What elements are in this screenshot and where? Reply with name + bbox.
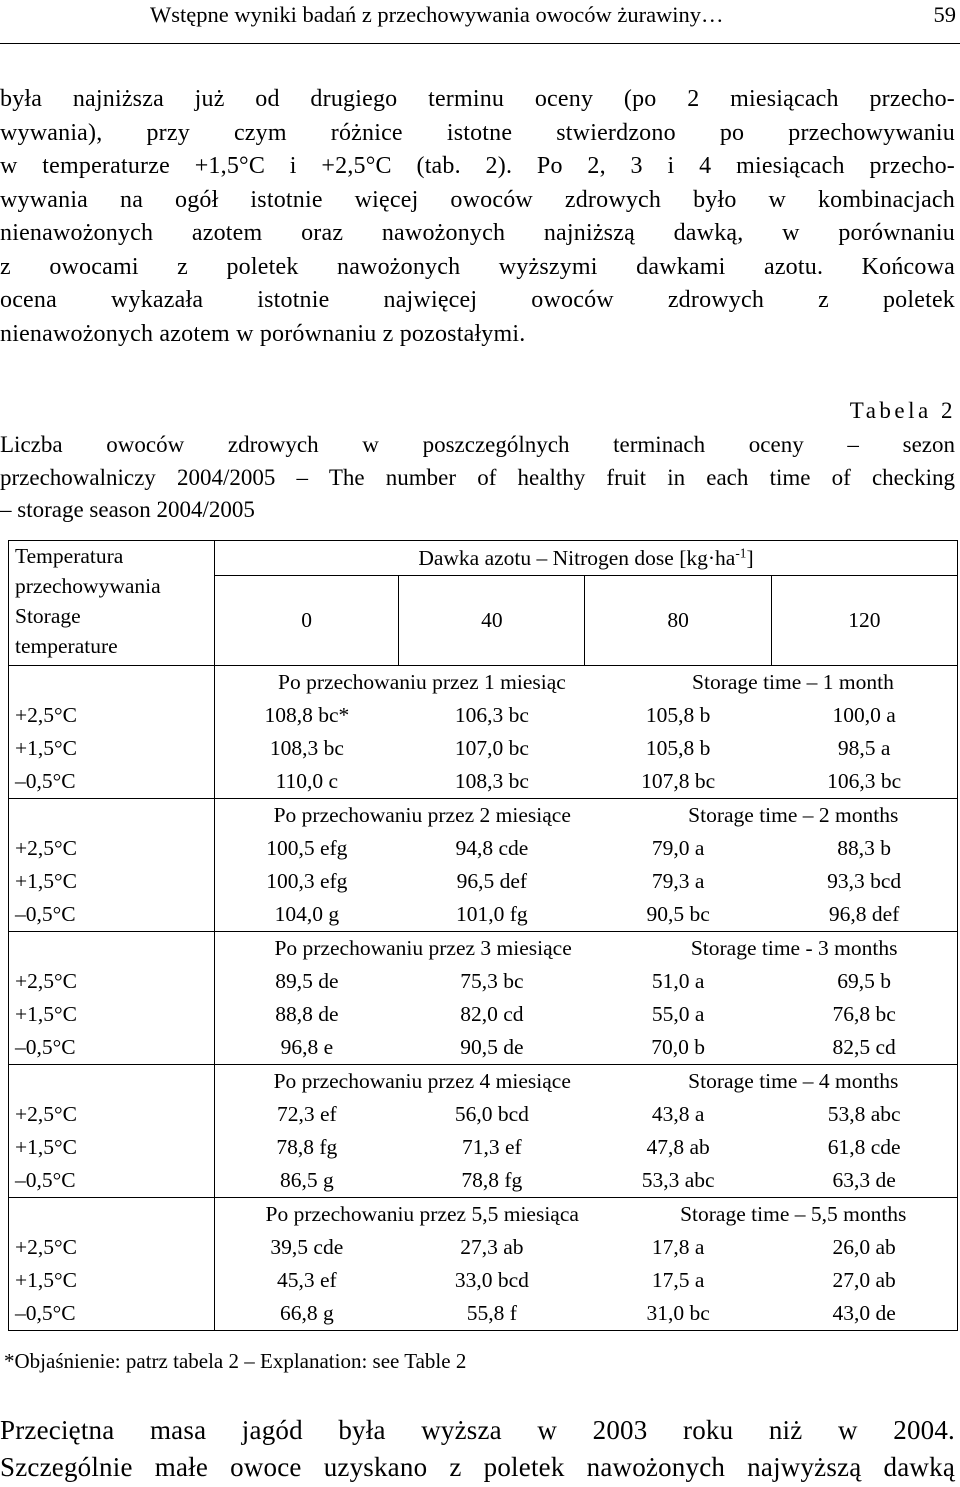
period-header-row	[9, 799, 958, 833]
period-header	[214, 1065, 957, 1099]
period-label-pl: Po przechowaniu przez 2 miesiące	[273, 803, 571, 827]
value-cell: 101,0 fg	[456, 902, 528, 926]
caption-line: Liczba owoców zdrowych w poszczególnych terminach oceny – sezon	[0, 432, 955, 457]
value-cell: 39,5 cde	[270, 1235, 344, 1259]
header-dose	[214, 541, 957, 576]
value-cell: 26,0 ab	[771, 1231, 957, 1264]
temperature-cell: +1,5°C	[9, 1264, 215, 1297]
value-cell: 108,3 bc	[454, 769, 529, 793]
value-cell: 63,3 de	[771, 1164, 957, 1198]
dose-header: 0	[214, 576, 398, 666]
value-cell: 107,0 bc	[454, 736, 529, 760]
table-row	[9, 1031, 958, 1065]
value-cell: 17,5 a	[651, 1268, 705, 1292]
temperature-cell: –0,5°C	[9, 1297, 215, 1331]
temperature-cell: –0,5°C	[9, 1031, 215, 1065]
value-cell: 66,8 g	[214, 1297, 398, 1331]
period-header-row	[9, 1065, 958, 1099]
value-cell: 53,3 abc	[641, 1168, 715, 1192]
temperature-cell: +1,5°C	[9, 1131, 215, 1164]
body-paragraph-top	[0, 83, 955, 351]
header-temp-line: przechowywania	[15, 574, 161, 598]
period-header-labels	[215, 1198, 957, 1231]
value-cell: 107,8 bc	[641, 769, 716, 793]
text-line: wywania), przy czym różnice istotne stwierdzono po przechowywaniu	[0, 119, 955, 146]
running-title: Wstępne wyniki badań z przechowywania owoców żurawiny…	[150, 2, 724, 27]
period-label-en: Storage time – 5,5 months	[680, 1202, 907, 1226]
value-cell: 43,8 a	[651, 1102, 705, 1126]
value-cell: 100,5 efg	[266, 836, 348, 860]
value-cell: 106,3 bc	[454, 703, 529, 727]
temperature-cell: –0,5°C	[9, 765, 215, 799]
value-cell: 100,0 a	[771, 699, 957, 732]
temperature-cell: +2,5°C	[9, 1098, 215, 1131]
period-header-labels	[215, 932, 957, 965]
text-line: nienawożonych azotem w porównaniu z pozostałymi.	[0, 320, 526, 347]
period-header	[214, 1198, 957, 1232]
period-label-en: Storage time – 2 months	[688, 803, 899, 827]
period-header-row	[9, 1198, 958, 1232]
value-cell: 93,3 bcd	[771, 865, 957, 898]
temperature-cell: –0,5°C	[9, 1164, 215, 1198]
period-header-blank	[9, 1198, 215, 1232]
table-label: Tabela 2	[849, 398, 956, 423]
value-cell: 33,0 bcd	[454, 1268, 529, 1292]
temperature-cell: +2,5°C	[9, 965, 215, 998]
value-cell: 108,8 bc*	[264, 703, 350, 727]
value-cell: 110,0 c	[275, 769, 339, 793]
value-cell: 56,0 bcd	[454, 1102, 529, 1126]
value-cell: 61,8 cde	[771, 1131, 957, 1164]
period-label-pl: Po przechowaniu przez 4 miesiące	[273, 1069, 571, 1093]
period-header-row	[9, 666, 958, 700]
value-cell: 100,3 efg	[266, 869, 348, 893]
text-line: Szczególnie małe owoce uzyskano z poletek nawożonych najwyższą dawką	[0, 1452, 955, 1482]
value-cell: 98,5 a	[771, 732, 957, 765]
text-line: była najniższa już od drugiego terminu oceny (po 2 miesiącach przecho-	[0, 86, 955, 112]
table-row	[9, 1264, 958, 1297]
value-cell: 27,3 ab	[460, 1235, 524, 1259]
table-row	[9, 1231, 958, 1264]
text-line: z owocami z poletek nawożonych wyższymi dawkami azotu. Końcowa	[0, 253, 955, 280]
period-header	[214, 666, 957, 700]
period-header-labels	[215, 799, 957, 832]
table-row	[9, 765, 958, 799]
value-cell: 55,0 a	[651, 1002, 705, 1026]
temperature-cell: +1,5°C	[9, 732, 215, 765]
body-paragraph-bottom	[0, 1412, 955, 1486]
running-header	[0, 0, 960, 44]
table-row	[9, 865, 958, 898]
text-line: wywania na ogół istotnie więcej owoców zdrowych było w kombinacjach	[0, 186, 955, 213]
period-header-labels	[215, 1065, 957, 1098]
value-cell: 31,0 bc	[585, 1297, 771, 1331]
value-cell: 105,8 b	[645, 703, 711, 727]
period-header-labels	[215, 666, 957, 699]
text-line: Przeciętna masa jagód była wyższa w 2003 roku niż w 2004.	[0, 1415, 955, 1445]
value-cell: 55,8 f	[399, 1297, 585, 1331]
caption-line: przechowalniczy 2004/2005 – The number of healthy fruit in each time of checking	[0, 464, 955, 490]
value-cell: 90,5 bc	[646, 902, 710, 926]
page-number: 59	[933, 2, 956, 27]
text-line: w temperaturze +1,5°C i +2,5°C (tab. 2). Po 2, 3 i 4 miesiącach przecho-	[0, 153, 955, 179]
value-cell: 71,3 ef	[462, 1135, 522, 1159]
table-row	[9, 832, 958, 865]
table-row	[9, 699, 958, 732]
header-temp-line: temperature	[15, 634, 118, 658]
period-header-blank	[9, 932, 215, 966]
value-cell: 88,3 b	[771, 832, 957, 865]
value-cell: 96,8 e	[280, 1035, 334, 1059]
period-label-pl: Po przechowaniu przez 1 miesiąc	[278, 670, 566, 694]
value-cell: 106,3 bc	[771, 765, 957, 799]
value-cell: 94,8 cde	[455, 836, 529, 860]
value-cell: 78,8 fg	[461, 1168, 523, 1192]
header-temperature	[9, 541, 215, 666]
temperature-cell: –0,5°C	[9, 898, 215, 932]
table-row	[9, 965, 958, 998]
period-label-en: Storage time - 3 months	[690, 936, 898, 960]
period-label-pl: Po przechowaniu przez 5,5 miesiąca	[265, 1202, 579, 1226]
value-cell: 51,0 a	[651, 969, 705, 993]
value-cell: 89,5 de	[275, 969, 339, 993]
temperature-cell: +1,5°C	[9, 865, 215, 898]
value-cell: 69,5 b	[771, 965, 957, 998]
period-label-pl: Po przechowaniu przez 3 miesiące	[274, 936, 572, 960]
text-line: nienawożonych azotem oraz nawożonych najniższą dawką, w porównaniu	[0, 220, 955, 246]
header-temp-line: Temperatura	[15, 544, 124, 568]
table-caption	[0, 429, 955, 527]
dose-header: 40	[399, 576, 585, 666]
value-cell: 53,8 abc	[771, 1098, 957, 1131]
value-cell: 79,0 a	[651, 836, 705, 860]
table-footnote: *Objaśnienie: patrz tabela 2 – Explanation: see Table 2	[4, 1349, 467, 1373]
value-cell: 76,8 bc	[771, 998, 957, 1031]
value-cell: 82,0 cd	[460, 1002, 524, 1026]
value-cell: 90,5 de	[460, 1035, 524, 1059]
value-cell: 72,3 ef	[276, 1102, 337, 1126]
value-cell: 45,3 ef	[276, 1268, 337, 1292]
temperature-cell: +1,5°C	[9, 998, 215, 1031]
value-cell: 79,3 a	[651, 869, 705, 893]
table-row	[9, 1131, 958, 1164]
table-row	[9, 998, 958, 1031]
period-header-blank	[9, 666, 215, 700]
table-row	[9, 898, 958, 932]
dose-header: 80	[585, 576, 771, 666]
period-label-en: Storage time – 1 month	[692, 670, 894, 694]
period-label-en: Storage time – 4 months	[688, 1069, 899, 1093]
period-header	[214, 932, 957, 966]
header-temp-line: Storage	[15, 604, 81, 628]
table-row	[9, 1297, 958, 1331]
value-cell: 43,0 de	[771, 1297, 957, 1331]
temperature-cell: +2,5°C	[9, 699, 215, 732]
period-header-row	[9, 932, 958, 966]
value-cell: 88,8 de	[275, 1002, 339, 1026]
temperature-cell: +2,5°C	[9, 832, 215, 865]
temperature-cell: +2,5°C	[9, 1231, 215, 1264]
value-cell: 82,5 cd	[771, 1031, 957, 1065]
value-cell: 104,0 g	[274, 902, 340, 926]
value-cell: 70,0 b	[651, 1035, 705, 1059]
value-cell: 108,3 bc	[269, 736, 344, 760]
value-cell: 96,8 def	[771, 898, 957, 932]
value-cell: 78,8 fg	[276, 1135, 338, 1159]
value-cell: 27,0 ab	[771, 1264, 957, 1297]
dose-header: 120	[771, 576, 957, 666]
period-header-blank	[9, 799, 215, 833]
value-cell: 86,5 g	[279, 1168, 334, 1192]
value-cell: 105,8 b	[645, 736, 711, 760]
value-cell: 47,8 ab	[646, 1135, 710, 1159]
text-line: ocena wykazała istotnie najwięcej owoców zdrowych z poletek	[0, 287, 955, 313]
data-table	[8, 540, 958, 1331]
table-row	[9, 1098, 958, 1131]
header-dose-text: Dawka azotu – Nitrogen dose $[kg\cdot ha^{-1}]$	[418, 545, 754, 570]
period-header	[214, 799, 957, 833]
value-cell: 96,5 def	[456, 869, 528, 893]
value-cell: 75,3 bc	[460, 969, 524, 993]
caption-line: – storage season 2004/2005	[0, 497, 255, 522]
period-header-blank	[9, 1065, 215, 1099]
value-cell: 17,8 a	[651, 1235, 705, 1259]
table-row	[9, 1164, 958, 1198]
table-row	[9, 732, 958, 765]
